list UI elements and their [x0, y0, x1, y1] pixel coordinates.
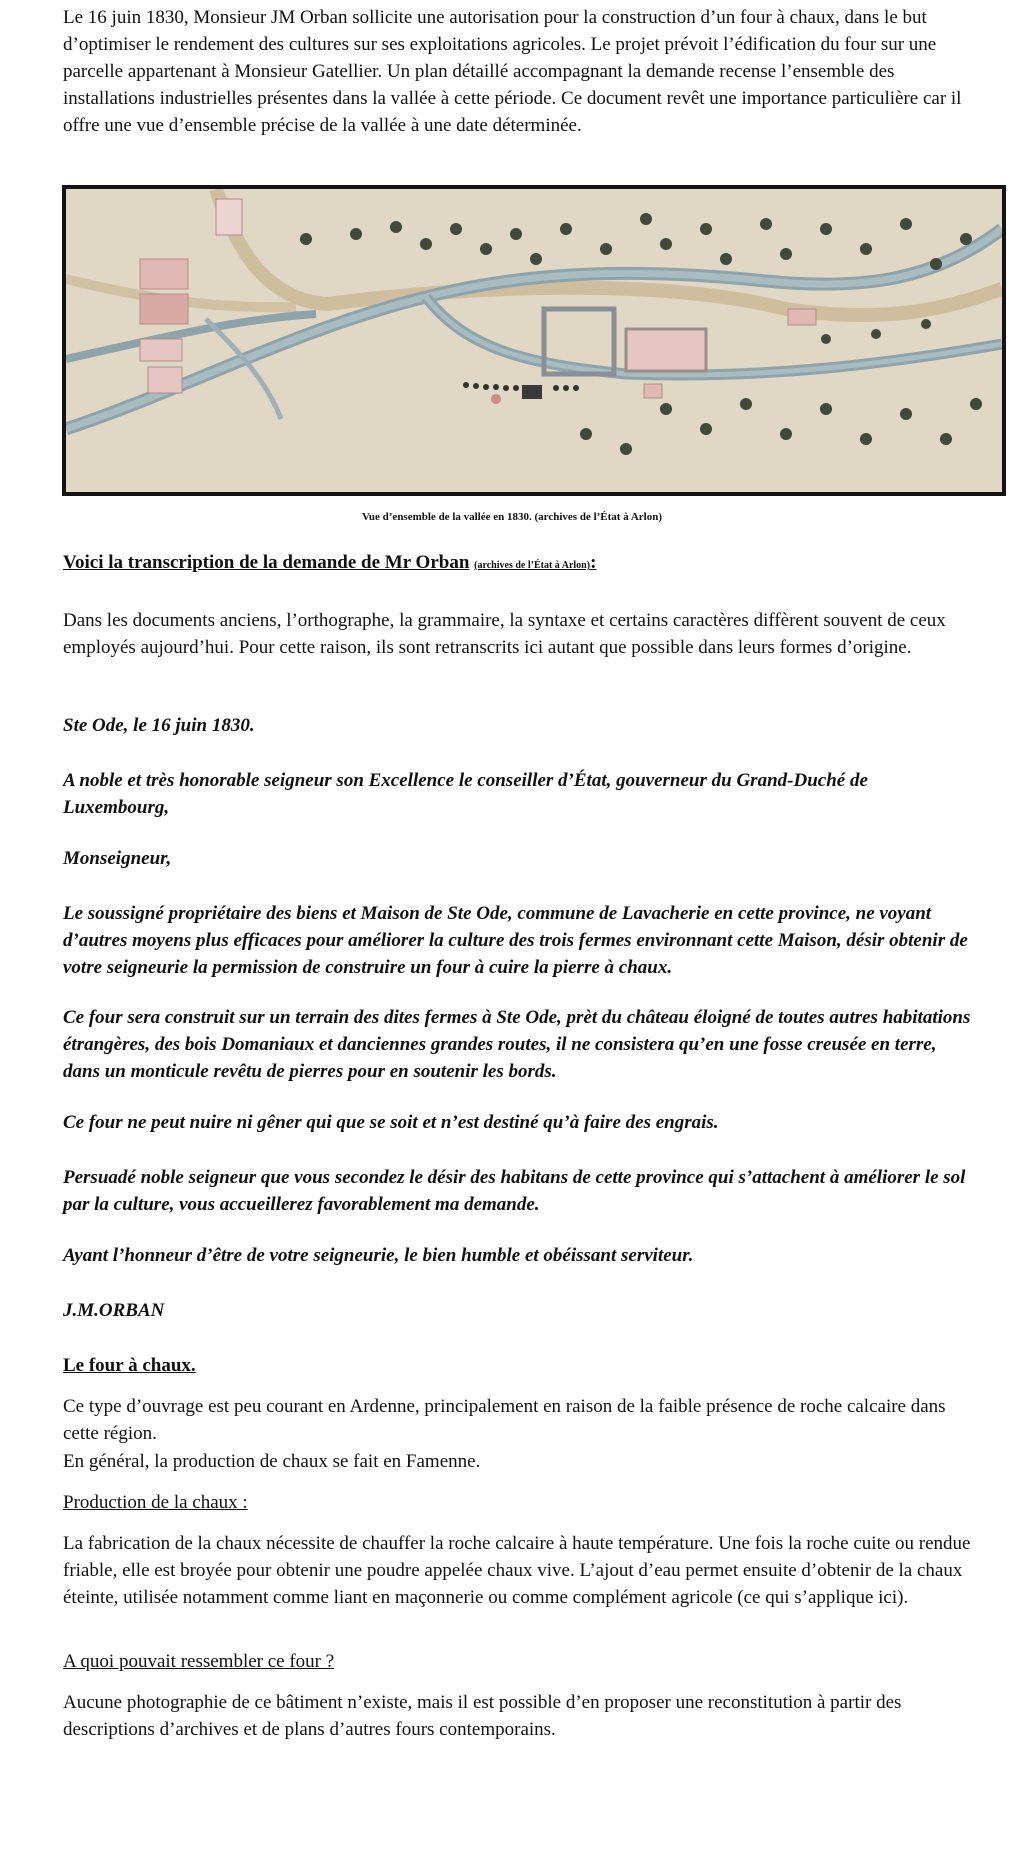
transcription-heading-colon: :: [590, 552, 597, 573]
four-paragraph-1: Ce type d’ouvrage est peu courant en Ardenne, principalement en raison de la faible présence de roche calcaire dans cette région.: [63, 1396, 946, 1444]
letter-paragraph-5: Ayant l’honneur d’être de votre seigneurie, le bien humble et obéissant serviteur.: [63, 1245, 694, 1266]
letter-paragraph-3: Ce four ne peut nuire ni gêner qui que se soit et n’est destiné qu’à faire des engrais.: [63, 1112, 719, 1133]
four-heading: Le four à chaux.: [63, 1355, 196, 1376]
four-subheading-question: A quoi pouvait ressembler ce four ?: [63, 1651, 335, 1672]
letter-addressee: A noble et très honorable seigneur son Excellence le conseiller d’État, gouverneur du Grand-Duché de Luxembourg,: [63, 770, 868, 818]
intro-paragraph: Le 16 juin 1830, Monsieur JM Orban sollicite une autorisation pour la construction d’un four à chaux, dans le but d’optimiser le rendement des cultures sur ses exploitations agricoles. Le projet prévoit l’édification du four sur une parcelle appartenant à Monsieur Gatellier. Un plan détaillé accompagnant la demande recense l’ensemble des installations industrielles présentes dans la vallée à cette période. Ce document revêt une importance particulière car il offre une vue d’ensemble précise de la vallée à une date déterminée.: [63, 7, 962, 136]
letter-paragraph-1: Le soussigné propriétaire des biens et Maison de Ste Ode, commune de Lavacherie en cette province, ne voyant d’autres moyens plus efficaces pour améliorer la culture des trois fermes environnant cette Maison, désir obtenir de votre seigneurie la permission de construire un four à cuire la pierre à chaux.: [63, 903, 968, 978]
letter-salutation: Monseigneur,: [63, 848, 172, 869]
letter-signature: J.M.ORBAN: [63, 1300, 165, 1321]
letter-date: Ste Ode, le 16 juin 1830.: [63, 715, 255, 736]
transcription-heading: Voici la transcription de la demande de Mr Orban: [63, 552, 470, 573]
transcription-heading-line: [63, 549, 973, 579]
letter-paragraph-4: Persuadé noble seigneur que vous secondez le désir des habitans de cette province qui s’attachent à améliorer le sol par la culture, vous accueillerez favorablement ma demande.: [63, 1167, 966, 1215]
four-paragraph-2: En général, la production de chaux se fait en Famenne.: [63, 1451, 481, 1472]
valley-map-1830: [62, 185, 1006, 496]
four-subheading-production: Production de la chaux :: [63, 1492, 248, 1513]
letter-paragraph-2: Ce four sera construit sur un terrain des dites fermes à Ste Ode, prèt du château éloigné de toutes autres habitations étrangères, des bois Domaniaux et danciennes grandes routes, il ne consistera qu’en une fosse creusée en terre, dans un monticule revêtu de pierres pour en soutenir les bords.: [63, 1007, 971, 1082]
four-paragraph-3: La fabrication de la chaux nécessite de chauffer la roche calcaire à haute température. Une fois la roche cuite ou rendue friable, elle est broyée pour obtenir une poudre appelée chaux vive. L’ajout d’eau permet ensuite d’obtenir de la chaux éteinte, utilisée notamment comme liant en maçonnerie ou comme complément agricole (ce qui s’applique ici).: [63, 1533, 971, 1608]
transcription-heading-source: (archives de l’État à Arlon): [474, 560, 591, 571]
figure-caption: Vue d’ensemble de la vallée en 1830. (archives de l’État à Arlon): [361, 511, 663, 523]
four-paragraph-4: Aucune photographie de ce bâtiment n’existe, mais il est possible d’en proposer une reconstitution à partir des descriptions d’archives et de plans d’autres fours contemporains.: [63, 1692, 902, 1740]
valley-map-drawing: [66, 189, 1002, 492]
transcription-note: Dans les documents anciens, l’orthographe, la grammaire, la syntaxe et certains caractères diffèrent souvent de ceux employés aujourd’hui. Pour cette raison, ils sont retranscrits ici autant que possible dans leurs formes d’origine.: [63, 610, 946, 658]
